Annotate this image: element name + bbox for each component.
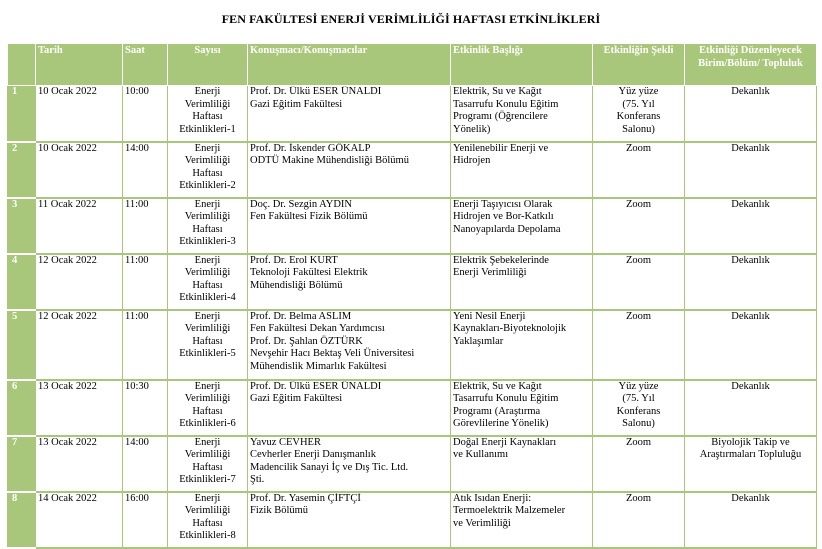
cell-speakers (248, 492, 451, 548)
cell-format (593, 436, 685, 492)
cell-speakers-line: Mühendisliği Bölümü (250, 279, 343, 291)
header-speakers: Konuşmacı/Konuşmacılar (248, 44, 451, 86)
row-number: 3 (8, 198, 36, 254)
cell-event-title-line: Elektrik, Su ve Kağıt (453, 86, 542, 97)
cell-count-line: Haftası (192, 111, 223, 123)
cell-format-line: Konferans (616, 405, 661, 417)
cell-count-line: Verimliliği (184, 393, 231, 405)
cell-time: 11:00 (123, 198, 168, 254)
table-header-row (8, 44, 817, 86)
cell-event-title-line: Görevlilerine Yönelik) (453, 418, 549, 430)
cell-count-line: Verimliliği (184, 323, 231, 335)
cell-speakers (248, 380, 451, 436)
cell-format (593, 492, 685, 548)
cell-format-line: Zoom (625, 198, 652, 210)
cell-count-line: Etkinlikleri-7 (179, 474, 236, 486)
cell-count (168, 142, 248, 198)
cell-time: 11:00 (123, 310, 168, 380)
cell-format (593, 86, 685, 142)
cell-event-title-line: Enerji Taşıyıcısı Olarak (453, 198, 553, 210)
cell-speakers-line: Teknoloji Fakültesi Elektrik (250, 267, 368, 279)
cell-speakers-line: Mühendislik Mimarlık Fakültesi (250, 360, 387, 372)
cell-format-line: Zoom (625, 310, 652, 322)
row-number: 8 (8, 492, 36, 548)
cell-event-title-line: Nanoyapılarda Depolama (453, 223, 561, 235)
cell-speakers-line: Yavuz CEVHER (250, 436, 321, 448)
cell-speakers-line: Fizik Bölümü (250, 505, 309, 517)
cell-speakers (248, 436, 451, 492)
cell-speakers (248, 310, 451, 380)
row-number: 1 (8, 86, 36, 142)
cell-count-line: Haftası (192, 223, 223, 235)
cell-format-line: Zoom (625, 436, 652, 448)
table-row (8, 142, 817, 198)
cell-count (168, 492, 248, 548)
cell-speakers-line: Prof. Dr. Belma ASLIM (250, 310, 352, 322)
cell-organizer-line: Dekanlık (731, 380, 770, 392)
cell-count-line: Verimliliği (184, 267, 231, 279)
cell-organizer (685, 380, 817, 436)
row-number: 4 (8, 254, 36, 310)
cell-date: 11 Ocak 2022 (36, 198, 123, 254)
cell-speakers (248, 198, 451, 254)
cell-format-line: Zoom (625, 492, 652, 504)
cell-event-title-line: Elektrik Şebekelerinde (453, 254, 549, 266)
table-row (8, 436, 817, 492)
cell-format (593, 380, 685, 436)
cell-count-line: Haftası (192, 167, 223, 179)
cell-event-title-line: Yönelik) (453, 123, 491, 135)
cell-format-line: Yüz yüze (618, 86, 659, 97)
cell-speakers-line: Gazi Eğitim Fakültesi (250, 98, 343, 110)
cell-format-line: (75. Yıl (622, 98, 655, 110)
cell-count-line: Haftası (192, 405, 223, 417)
cell-event-title (451, 310, 593, 380)
cell-count-line: Enerji (194, 380, 221, 392)
cell-date: 12 Ocak 2022 (36, 254, 123, 310)
cell-organizer (685, 142, 817, 198)
header-date: Tarih (36, 44, 123, 86)
cell-count-line: Enerji (194, 492, 221, 504)
cell-speakers-line: Gazi Eğitim Fakültesi (250, 393, 343, 405)
cell-organizer-line: Dekanlık (731, 198, 770, 210)
cell-count-line: Etkinlikleri-2 (179, 180, 236, 192)
cell-organizer-line: Araştırmaları Topluluğu (699, 449, 802, 461)
cell-count (168, 254, 248, 310)
cell-speakers-line: Şti. (250, 474, 265, 486)
cell-count-line: Verimliliği (184, 98, 231, 110)
cell-count (168, 380, 248, 436)
cell-count-line: Enerji (194, 86, 221, 97)
header-format: Etkinliğin Şekli (593, 44, 685, 86)
table-row (8, 254, 817, 310)
cell-event-title-line: Elektrik, Su ve Kağıt (453, 380, 542, 392)
cell-count-line: Etkinlikleri-4 (179, 292, 236, 304)
cell-format-line: Zoom (625, 142, 652, 154)
cell-speakers-line: Madencilik Sanayi İç ve Dış Tic. Ltd. (250, 461, 409, 473)
cell-count-line: Enerji (194, 254, 221, 266)
cell-format (593, 254, 685, 310)
cell-speakers-line: Fen Fakültesi Dekan Yardımcısı (250, 323, 385, 335)
cell-count-line: Verimliliği (184, 211, 231, 223)
cell-organizer (685, 86, 817, 142)
cell-count-line: Haftası (192, 517, 223, 529)
cell-speakers-line: Prof. Dr. Erol KURT (250, 254, 338, 266)
cell-speakers-line: Prof. Dr. Ülkü ESER ÜNALDI (250, 380, 382, 392)
header-event-title: Etkinlik Başlığı (451, 44, 593, 86)
cell-count-line: Verimliliği (184, 449, 231, 461)
cell-format (593, 310, 685, 380)
cell-organizer-line: Dekanlık (731, 86, 770, 97)
cell-count-line: Haftası (192, 335, 223, 347)
cell-event-title-line: Yaklaşımlar (453, 335, 504, 347)
cell-event-title (451, 198, 593, 254)
header-time: Saat (123, 44, 168, 86)
cell-count-line: Enerji (194, 436, 221, 448)
cell-format-line: Zoom (625, 254, 652, 266)
cell-event-title-line: Yeni Nesil Enerji (453, 310, 526, 322)
table-row (8, 86, 817, 142)
cell-event-title-line: Programı (Öğrencilere (453, 111, 548, 123)
cell-time: 14:00 (123, 142, 168, 198)
header-count: Sayısı (168, 44, 248, 86)
table-row (8, 492, 817, 548)
cell-event-title-line: Termoelektrik Malzemeler (453, 505, 566, 517)
row-number: 7 (8, 436, 36, 492)
cell-event-title-line: ve Kullanımı (453, 449, 509, 461)
cell-date: 10 Ocak 2022 (36, 142, 123, 198)
cell-event-title (451, 492, 593, 548)
cell-time: 14:00 (123, 436, 168, 492)
cell-organizer (685, 492, 817, 548)
cell-event-title (451, 380, 593, 436)
cell-count-line: Enerji (194, 142, 221, 154)
cell-count (168, 198, 248, 254)
cell-format-line: Salonu) (622, 418, 655, 430)
cell-count-line: Verimliliği (184, 505, 231, 517)
cell-speakers-line: ODTÜ Makine Mühendisliği Bölümü (250, 155, 409, 167)
cell-count (168, 436, 248, 492)
cell-time: 11:00 (123, 254, 168, 310)
cell-event-title-line: Atık Isıdan Enerji: (453, 492, 532, 504)
cell-count-line: Etkinlikleri-6 (179, 418, 236, 430)
cell-event-title-line: Doğal Enerji Kaynakları (453, 436, 557, 448)
cell-event-title-line: Tasarrufu Konulu Eğitim (453, 393, 559, 405)
cell-count (168, 86, 248, 142)
cell-event-title-line: Kaynakları-Biyoteknolojik (453, 323, 567, 335)
cell-format (593, 142, 685, 198)
cell-format-line: Salonu) (622, 123, 655, 135)
cell-speakers-line: Prof. Dr. İskender GÖKALP (250, 142, 371, 154)
row-number: 2 (8, 142, 36, 198)
table-row (8, 310, 817, 380)
cell-speakers-line: Cevherler Enerji Danışmanlık (250, 449, 376, 461)
cell-time: 16:00 (123, 492, 168, 548)
cell-organizer (685, 310, 817, 380)
cell-speakers (248, 86, 451, 142)
cell-speakers (248, 142, 451, 198)
cell-organizer (685, 198, 817, 254)
table-row (8, 380, 817, 436)
cell-count (168, 310, 248, 380)
cell-count-line: Haftası (192, 461, 223, 473)
cell-format-line: (75. Yıl (622, 393, 655, 405)
cell-organizer (685, 254, 817, 310)
cell-organizer (685, 436, 817, 492)
header-number (8, 44, 36, 86)
cell-event-title-line: Yenilenebilir Enerji ve (453, 142, 549, 154)
cell-event-title-line: Hidrojen (453, 155, 491, 167)
cell-date: 12 Ocak 2022 (36, 310, 123, 380)
cell-event-title-line: Tasarrufu Konulu Eğitim (453, 98, 559, 110)
cell-event-title-line: ve Verimliliği (453, 517, 511, 529)
cell-event-title (451, 86, 593, 142)
cell-date: 14 Ocak 2022 (36, 492, 123, 548)
cell-date: 13 Ocak 2022 (36, 380, 123, 436)
cell-event-title (451, 436, 593, 492)
cell-format-line: Konferans (616, 111, 661, 123)
page-title: FEN FAKÜLTESİ ENERJİ VERİMLİLİĞİ HAFTASI ETKİNLİKLERİ (221, 12, 601, 26)
cell-organizer-line: Dekanlık (731, 254, 770, 266)
row-number: 6 (8, 380, 36, 436)
cell-speakers-line: Fen Fakültesi Fizik Bölümü (250, 211, 368, 223)
cell-event-title (451, 142, 593, 198)
events-table (7, 43, 817, 549)
cell-organizer-line: Dekanlık (731, 492, 770, 504)
cell-count-line: Etkinlikleri-8 (179, 530, 236, 542)
cell-count-line: Haftası (192, 279, 223, 291)
cell-organizer-line: Dekanlık (731, 142, 770, 154)
cell-speakers-line: Prof. Dr. Yasemin ÇİFTÇİ (250, 492, 361, 504)
cell-count-line: Etkinlikleri-1 (179, 123, 236, 135)
cell-time: 10:30 (123, 380, 168, 436)
cell-organizer-line: Biyolojik Takip ve (711, 436, 790, 448)
cell-format (593, 198, 685, 254)
cell-organizer-line: Dekanlık (731, 310, 770, 322)
cell-count-line: Etkinlikleri-5 (179, 348, 236, 360)
cell-speakers-line: Prof. Dr. Ülkü ESER ÜNALDI (250, 86, 382, 97)
header-organizer: Etkinliği Düzenleyecek Birim/Bölüm/ Topluluk (685, 44, 817, 86)
cell-date: 10 Ocak 2022 (36, 86, 123, 142)
cell-event-title (451, 254, 593, 310)
cell-speakers-line: Doç. Dr. Sezgin AYDIN (250, 198, 352, 210)
cell-speakers (248, 254, 451, 310)
table-row (8, 198, 817, 254)
cell-event-title-line: Enerji Verimliliği (453, 267, 527, 279)
cell-count-line: Enerji (194, 310, 221, 322)
row-number: 5 (8, 310, 36, 380)
cell-date: 13 Ocak 2022 (36, 436, 123, 492)
cell-event-title-line: Programı (Araştırma (453, 405, 541, 417)
cell-time: 10:00 (123, 86, 168, 142)
cell-format-line: Yüz yüze (618, 380, 659, 392)
cell-count-line: Enerji (194, 198, 221, 210)
cell-event-title-line: Hidrojen ve Bor-Katkılı (453, 211, 554, 223)
cell-count-line: Verimliliği (184, 155, 231, 167)
cell-count-line: Etkinlikleri-3 (179, 236, 236, 248)
cell-speakers-line: Nevşehir Hacı Bektaş Veli Üniversitesi (250, 348, 415, 360)
cell-speakers-line: Prof. Dr. Şahlan ÖZTÜRK (250, 335, 363, 347)
